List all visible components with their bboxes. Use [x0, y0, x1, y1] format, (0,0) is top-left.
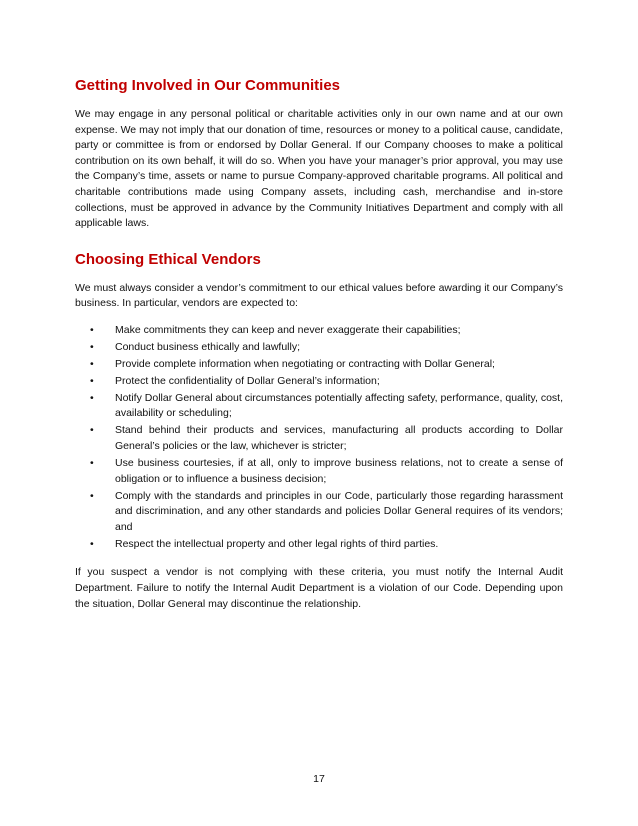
list-item [75, 391, 563, 422]
list-item-text: Respect the intellectual property and other legal rights of third parties. [115, 537, 439, 550]
list-item-text: Provide complete information when negotiating or contracting with Dollar General; [115, 357, 495, 370]
communities-paragraph: We may engage in any personal political or charitable activities only in our own name and at our own expense. We may not imply that our donation of time, resources or money to a political cause, candidate, party or committee is from or endorsed by Dollar General. If our Company chooses to make a political contribution on its own behalf, it will do so. When you have your manager’s prior approval, you may use the Company’s time, assets or name to pursue Company-approved charitable programs. All political and charitable contributions made using Company assets, including cash, merchandise and in-store collections, must be approved in advance by the Community Initiatives Department and comply with all applicable laws. [75, 108, 563, 230]
list-item-text: Conduct business ethically and lawfully; [115, 340, 301, 353]
list-item [75, 374, 563, 390]
vendors-closing-paragraph: If you suspect a vendor is not complying with these criteria, you must notify the Internal Audit Department. Failure to notify the Internal Audit Department is a violation of our Code. Depending upon the situation, Dollar General may discontinue the relationship. [75, 566, 563, 610]
page-number: 17 [313, 773, 325, 785]
list-item-text: Stand behind their products and services, manufacturing all products according to Dollar General’s policies or the law, whichever is stricter; [115, 424, 563, 453]
list-item-text: Use business courtesies, if at all, only to improve business relations, not to create a sense of obligation or to influence a business decision; [115, 457, 563, 485]
list-item [75, 489, 563, 536]
bullet-icon: • [90, 323, 94, 336]
list-item-text: Comply with the standards and principles in our Code, particularly those regarding harassment and discrimination, and any other standards and policies Dollar General requires of its vendors; and [115, 489, 563, 533]
section-heading-communities: Getting Involved in Our Communities [75, 77, 341, 94]
list-item [75, 323, 563, 339]
bullet-icon: • [90, 537, 94, 550]
bullet-icon: • [90, 391, 94, 404]
section-heading-ethical-vendors: Choosing Ethical Vendors [75, 250, 261, 268]
bullet-icon: • [90, 424, 94, 437]
list-item [75, 340, 563, 356]
bullet-icon: • [90, 340, 94, 353]
list-item-text: Make commitments they can keep and never exaggerate their capabilities; [115, 323, 461, 336]
list-item-text: Protect the confidentiality of Dollar General’s information; [115, 374, 380, 387]
bullet-icon: • [90, 374, 94, 387]
bullet-icon: • [90, 357, 94, 370]
vendors-intro-paragraph: We must always consider a vendor’s commitment to our ethical values before awarding it our Company’s business. In particular, vendors are expected to: [75, 281, 563, 310]
list-item [75, 423, 563, 454]
list-item [75, 537, 563, 553]
bullet-icon: • [90, 457, 94, 470]
section-communities [75, 77, 563, 232]
vendor-expectations-list [75, 323, 563, 552]
list-item-text: Notify Dollar General about circumstances potentially affecting safety, performance, quality, cost, availability or scheduling; [115, 391, 563, 420]
list-item [75, 357, 563, 373]
section-ethical-vendors [75, 251, 563, 612]
bullet-icon: • [90, 489, 94, 502]
list-item [75, 456, 563, 487]
page-content [75, 77, 563, 612]
